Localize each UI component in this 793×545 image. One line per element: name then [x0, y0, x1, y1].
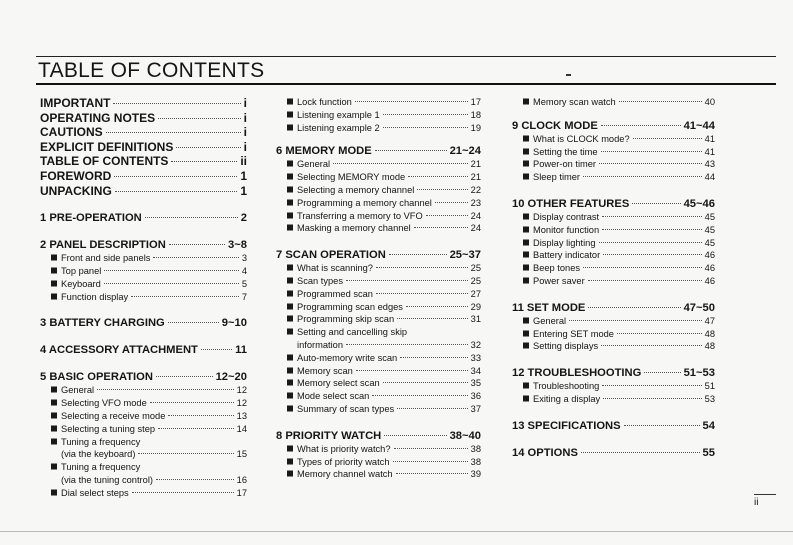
- bullet-icon: [51, 489, 57, 495]
- bullet-icon: [523, 239, 529, 245]
- toc-section-14[interactable]: 14 OPTIONS 55: [512, 446, 715, 459]
- toc-column-3: [512, 96, 715, 460]
- toc-subentry[interactable]: Lock function 17: [276, 96, 481, 109]
- bullet-icon: [287, 186, 293, 192]
- bullet-icon: [287, 367, 293, 373]
- toc-subentry[interactable]: Memory select scan 35: [276, 377, 481, 390]
- bullet-icon: [523, 317, 529, 323]
- bullet-icon: [51, 400, 57, 406]
- toc-subentry[interactable]: Selecting a receive mode 13: [40, 410, 247, 423]
- bullet-icon: [51, 293, 57, 299]
- toc-subentry[interactable]: Display contrast 45: [512, 211, 715, 224]
- bullet-icon: [51, 464, 57, 470]
- toc-subentry[interactable]: Entering SET mode 48: [512, 328, 715, 341]
- toc-section-13[interactable]: 13 SPECIFICATIONS 54: [512, 419, 715, 432]
- bullet-icon: [287, 290, 293, 296]
- toc-subentry[interactable]: What is CLOCK mode? 41: [512, 133, 715, 146]
- bullet-icon: [51, 387, 57, 393]
- bullet-icon: [523, 174, 529, 180]
- toc-entry[interactable]: OPERATING NOTES i: [40, 110, 247, 125]
- toc-subentry[interactable]: Setting the time 41: [512, 146, 715, 159]
- bullet-icon: [523, 265, 529, 271]
- toc-entry[interactable]: CAUTIONS i: [40, 125, 247, 140]
- toc-subentry[interactable]: General 47: [512, 315, 715, 328]
- bullet-icon: [287, 380, 293, 386]
- toc-subentry[interactable]: Scan types 25: [276, 275, 481, 288]
- bullet-icon: [287, 405, 293, 411]
- toc-section-5[interactable]: 5 BASIC OPERATION 12~20: [40, 371, 247, 384]
- toc-subentry[interactable]: Memory scan 34: [276, 365, 481, 378]
- toc-subentry[interactable]: Monitor function 45: [512, 224, 715, 237]
- toc-subentry[interactable]: Selecting a tuning step 14: [40, 423, 247, 436]
- bullet-icon: [523, 395, 529, 401]
- toc-subentry[interactable]: What is priority watch? 38: [276, 443, 481, 456]
- toc-subentry[interactable]: Transferring a memory to VFO 24: [276, 210, 481, 223]
- bullet-icon: [51, 412, 57, 418]
- bullet-icon: [287, 303, 293, 309]
- toc-subentry[interactable]: Battery indicator 46: [512, 249, 715, 262]
- bullet-icon: [523, 343, 529, 349]
- toc-subentry[interactable]: Types of priority watch 38: [276, 456, 481, 469]
- bullet-icon: [51, 425, 57, 431]
- bullet-icon: [523, 330, 529, 336]
- page-number-label: ii: [754, 497, 759, 508]
- toc-subentry[interactable]: Top panel 4: [40, 265, 247, 278]
- toc-subentry-continued[interactable]: (via the keyboard) 15: [61, 449, 247, 460]
- toc-subentry[interactable]: Power saver 46: [512, 275, 715, 288]
- toc-subentry[interactable]: Dial select steps 17: [40, 487, 247, 500]
- bullet-icon: [287, 99, 293, 105]
- page-title: TABLE OF CONTENTS: [38, 59, 265, 82]
- bullet-icon: [287, 329, 293, 335]
- bullet-icon: [287, 199, 293, 205]
- toc-subentry[interactable]: Troubleshooting 51: [512, 380, 715, 393]
- header-rule: [36, 56, 776, 57]
- toc-section-1[interactable]: 1 PRE-OPERATION 2: [40, 212, 247, 225]
- print-speck: [566, 74, 571, 76]
- bullet-icon: [287, 265, 293, 271]
- toc-section-9[interactable]: 9 CLOCK MODE 41~44: [512, 119, 715, 132]
- bullet-icon: [523, 226, 529, 232]
- bullet-icon: [51, 438, 57, 444]
- toc-subentry[interactable]: Mode select scan 36: [276, 390, 481, 403]
- toc-subentry[interactable]: Sleep timer 44: [512, 171, 715, 184]
- bullet-icon: [51, 255, 57, 261]
- toc-subentry[interactable]: Memory scan watch 40: [512, 96, 715, 109]
- toc-subentry[interactable]: Memory channel watch 39: [276, 468, 481, 481]
- footer-rule: [0, 531, 793, 532]
- toc-section-3[interactable]: 3 BATTERY CHARGING 9~10: [40, 317, 247, 330]
- toc-subentry[interactable]: Programming skip scan 31: [276, 313, 481, 326]
- toc-subentry[interactable]: Selecting a memory channel 22: [276, 184, 481, 197]
- toc-subentry[interactable]: Keyboard 5: [40, 278, 247, 291]
- bullet-icon: [287, 393, 293, 399]
- toc-entry[interactable]: IMPORTANT i: [40, 96, 247, 110]
- toc-entry[interactable]: EXPLICIT DEFINITIONS i: [40, 139, 247, 154]
- toc-column-1: [40, 96, 247, 500]
- toc-subentry[interactable]: Setting and cancelling skip: [276, 326, 481, 339]
- toc-section-8[interactable]: 8 PRIORITY WATCH 38~40: [276, 429, 481, 442]
- toc-subentry[interactable]: Function display 7: [40, 291, 247, 304]
- toc-subentry[interactable]: Programming a memory channel 23: [276, 197, 481, 210]
- bullet-icon: [287, 458, 293, 464]
- toc-entry[interactable]: FOREWORD 1: [40, 168, 247, 183]
- toc-subentry[interactable]: Auto-memory write scan 33: [276, 352, 481, 365]
- toc-column-2: [276, 96, 481, 481]
- bullet-icon: [287, 161, 293, 167]
- toc-subentry[interactable]: What is scanning? 25: [276, 262, 481, 275]
- toc-subentry[interactable]: Tuning a frequency: [40, 436, 247, 449]
- toc-subentry[interactable]: Listening example 1 18: [276, 109, 481, 122]
- toc-subentry[interactable]: Exiting a display 53: [512, 393, 715, 406]
- bullet-icon: [523, 148, 529, 154]
- title-underline: [36, 83, 776, 85]
- toc-subentry[interactable]: Setting displays 48: [512, 340, 715, 353]
- toc-subentry[interactable]: Tuning a frequency: [40, 461, 247, 474]
- bullet-icon: [287, 471, 293, 477]
- toc-section-4[interactable]: 4 ACCESSORY ATTACHMENT 11: [40, 344, 247, 357]
- bullet-icon: [51, 280, 57, 286]
- toc-subentry[interactable]: Listening example 2 19: [276, 122, 481, 135]
- toc-section-11[interactable]: 11 SET MODE 47~50: [512, 301, 715, 314]
- toc-section-12[interactable]: 12 TROUBLESHOOTING 51~53: [512, 367, 715, 380]
- bullet-icon: [287, 277, 293, 283]
- toc-section-2[interactable]: 2 PANEL DESCRIPTION 3~8: [40, 239, 247, 252]
- toc-subentry[interactable]: Display lighting 45: [512, 237, 715, 250]
- toc-section-10[interactable]: 10 OTHER FEATURES 45~46: [512, 197, 715, 210]
- bullet-icon: [287, 212, 293, 218]
- bullet-icon: [51, 267, 57, 273]
- bullet-icon: [287, 124, 293, 130]
- bullet-icon: [287, 174, 293, 180]
- page-number-rule: [754, 494, 776, 495]
- toc-subentry-continued[interactable]: information 32: [297, 339, 481, 350]
- page-number: [754, 494, 778, 508]
- toc-entry[interactable]: UNPACKING 1: [40, 183, 247, 198]
- bullet-icon: [287, 316, 293, 322]
- toc-section-6[interactable]: 6 MEMORY MODE 21~24: [276, 145, 481, 158]
- toc-subentry[interactable]: Selecting VFO mode 12: [40, 397, 247, 410]
- toc-subentry[interactable]: Programming scan edges 29: [276, 301, 481, 314]
- bullet-icon: [523, 99, 529, 105]
- bullet-icon: [523, 161, 529, 167]
- toc-subentry[interactable]: Masking a memory channel 24: [276, 222, 481, 235]
- bullet-icon: [523, 277, 529, 283]
- toc-entry[interactable]: TABLE OF CONTENTS ii: [40, 154, 247, 169]
- bullet-icon: [523, 135, 529, 141]
- bullet-icon: [287, 225, 293, 231]
- bullet-icon: [523, 383, 529, 389]
- bullet-icon: [287, 354, 293, 360]
- toc-subentry[interactable]: Selecting MEMORY mode 21: [276, 171, 481, 184]
- toc-subentry[interactable]: Front and side panels 3: [40, 252, 247, 265]
- toc-subentry[interactable]: Programmed scan 27: [276, 288, 481, 301]
- toc-subentry[interactable]: Summary of scan types 37: [276, 403, 481, 416]
- bullet-icon: [523, 213, 529, 219]
- toc-subentry[interactable]: Power-on timer 43: [512, 158, 715, 171]
- bullet-icon: [287, 445, 293, 451]
- toc-section-7[interactable]: 7 SCAN OPERATION 25~37: [276, 249, 481, 262]
- bullet-icon: [523, 252, 529, 258]
- bullet-icon: [287, 111, 293, 117]
- toc-subentry[interactable]: General 21: [276, 158, 481, 171]
- toc-subentry[interactable]: Beep tones 46: [512, 262, 715, 275]
- toc-subentry[interactable]: General 12: [40, 384, 247, 397]
- toc-subentry-continued[interactable]: (via the tuning control) 16: [61, 474, 247, 485]
